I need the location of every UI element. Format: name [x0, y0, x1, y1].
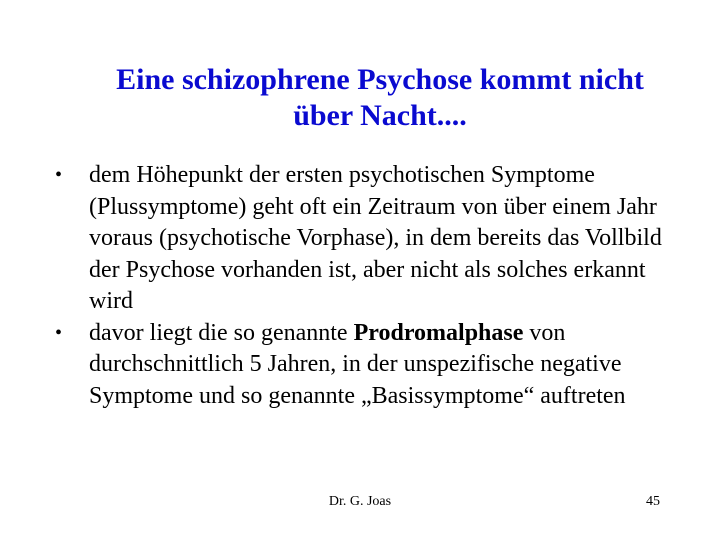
bullet-marker: • — [55, 164, 63, 186]
footer-author: Dr. G. Joas — [328, 494, 392, 509]
bullet-list — [55, 160, 675, 412]
bullet-text-before: davor liegt die so genannte — [89, 319, 354, 346]
slide-title-line-2: über Nacht.... — [293, 99, 467, 132]
slide-title-line-1: Eine schizophrene Psychose kommt nicht — [116, 63, 644, 96]
bullet-item — [55, 318, 675, 413]
bullet-text: dem Höhepunkt der ersten psychotischen Symptome (Plussymptome) geht oft ein Zeitraum von über einem Jahr voraus (psychotische Vorphase), in dem bereits das Vollbild der Psychose vorhanden ist, aber nicht als solches erkannt wird — [89, 162, 662, 314]
bullet-item — [55, 160, 675, 318]
bullet-marker: • — [55, 321, 63, 344]
page-number: 45 — [646, 494, 660, 509]
bullet-text-after: von durchschnittlich 5 Jahren, in der unspezifische negative Symptome und so genannte „Basissymptome“ auftreten — [89, 319, 626, 409]
slide-title — [60, 62, 700, 134]
bullet-bold-term: Prodromalphase — [353, 319, 524, 346]
